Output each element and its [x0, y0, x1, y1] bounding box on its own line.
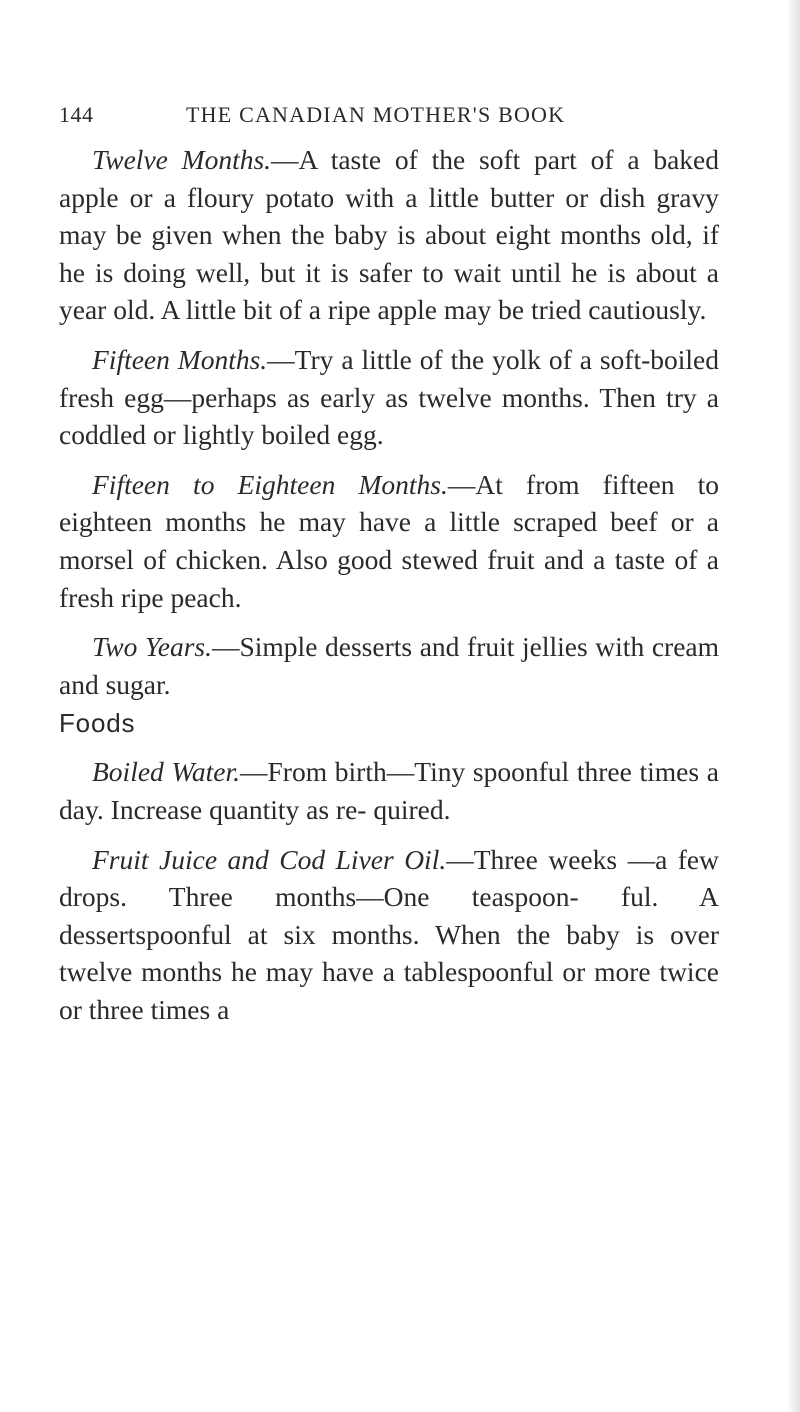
- paragraph-heading: Twelve Months.: [92, 144, 272, 175]
- paragraph-fifteen-to-eighteen-months: [59, 466, 719, 616]
- running-head: [59, 102, 719, 132]
- paragraph-fruit-juice-cod-liver-oil: [59, 841, 719, 1029]
- body-text: [59, 141, 719, 1040]
- paragraph-text: —From birth—Tiny spoonful three times a day. Increase quantity as re- quired.: [59, 756, 719, 825]
- book-title: THE CANADIAN MOTHER'S BOOK: [186, 102, 566, 127]
- paragraph-text: —A taste of the soft part of a baked apple or a floury potato with a little butter or dish gravy may be given when the baby is about eight months old, if he is doing well, but it is safer to wait until he is about a year old. A little bit of a ripe apple may be tried cautiously.: [59, 144, 719, 326]
- paragraph-two-years: [59, 628, 719, 703]
- paragraph-heading: Fruit Juice and Cod Liver Oil.: [92, 843, 447, 875]
- paragraph-heading: Fifteen Months.: [92, 343, 268, 375]
- section-heading-foods: Foods: [59, 708, 136, 739]
- page-edge-shadow: [786, 0, 800, 1412]
- paragraph-heading: Two Years.: [92, 631, 212, 663]
- paragraph-fifteen-months: [59, 341, 719, 454]
- paragraph-text: —Try a little of the yolk of a soft-boiled fresh egg—perhaps as early as twelve months. Then try a coddled or lightly boiled egg.: [59, 343, 719, 451]
- paragraph-heading: Boiled Water.: [92, 756, 240, 788]
- paragraph-boiled-water: [59, 753, 719, 828]
- paragraph-text: —At from fifteen to eighteen months he may have a little scraped beef or a morsel of chicken. Also good stewed fruit and a taste of a fresh ripe peach.: [59, 468, 719, 613]
- paragraph-text: —Simple desserts and fruit jellies with cream and sugar.: [59, 631, 719, 700]
- page-number: 144: [59, 102, 94, 127]
- paragraph-heading: Fifteen to Eighteen Months.: [92, 468, 448, 500]
- paragraph-twelve-months: [59, 141, 719, 329]
- paragraph-text: —Three weeks —a few drops. Three months—One teaspoon- ful. A dessertspoonful at six months. When the baby is over twelve months he may have a tablespoonful or more twice or three times a: [59, 843, 719, 1025]
